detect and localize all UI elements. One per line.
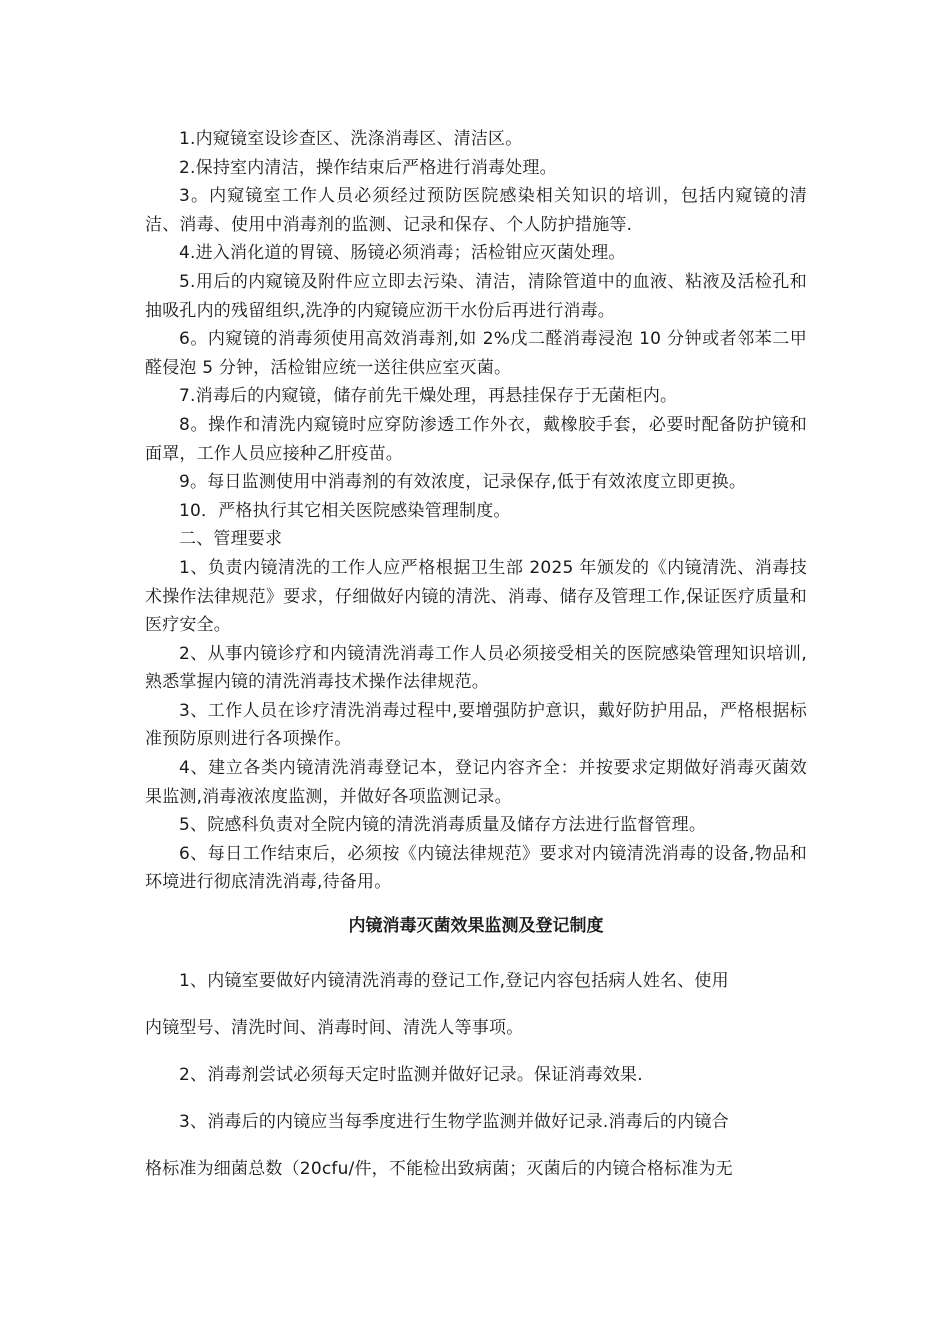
paragraph-line: 2、消毒剂尝试必须每天定时监测并做好记录。保证消毒效果. — [179, 1065, 643, 1085]
paragraph: 6、每日工作结束后，必须按《内镜法律规范》要求对内镜清洗消毒的设备,物品和环境进行彻底清洗消毒,待备用。 — [145, 843, 807, 893]
section-title: 内镜消毒灭菌效果监测及登记制度 — [348, 916, 604, 936]
paragraph: 5.用后的内窥镜及附件应立即去污染、清洁，清除管道中的血液、粘液及活检孔和抽吸孔内的残留组织,洗净的内窥镜应沥干水份后再进行消毒。 — [145, 271, 807, 321]
paragraph: 7.消毒后的内窥镜，储存前先干燥处理，再悬挂保存于无菌柜内。 — [179, 386, 678, 407]
paragraph: 5、院感科负责对全院内镜的清洗消毒质量及储存方法进行监督管理。 — [179, 815, 707, 836]
monitoring-rules-section — [145, 958, 807, 1193]
section-subheading: 二、管理要求 — [179, 529, 283, 550]
disinfection-rules-section — [145, 125, 807, 897]
paragraph: 1.内窥镜室设诊查区、洗涤消毒区、清洁区。 — [179, 129, 523, 149]
paragraph: 3。内窥镜室工作人员必须经过预防医院感染相关知识的培训，包括内窥镜的清洁、消毒、使用中消毒剂的监测、记录和保存、个人防护措施等. — [145, 186, 807, 235]
paragraph: 9。每日监测使用中消毒剂的有效浓度，记录保存,低于有效浓度立即更换。 — [179, 472, 747, 493]
paragraph-line: 3、消毒后的内镜应当每季度进行生物学监测并做好记录.消毒后的内镜合 — [179, 1112, 729, 1132]
paragraph: 10．严格执行其它相关医院感染管理制度。 — [179, 500, 511, 521]
paragraph: 4、建立各类内镜清洗消毒登记本，登记内容齐全：并按要求定期做好消毒灭菌效果监测,消毒液浓度监测，并做好各项监测记录。 — [145, 758, 807, 807]
paragraph: 2.保持室内清洁，操作结束后严格进行消毒处理。 — [179, 157, 557, 178]
paragraph: 8。操作和清洗内窥镜时应穿防渗透工作外衣，戴橡胶手套，必要时配备防护镜和面罩，工作人员应接种乙肝疫苗。 — [145, 414, 807, 464]
paragraph: 3、工作人员在诊疗清洗消毒过程中,要增强防护意识，戴好防护用品，严格根据标准预防原则进行各项操作。 — [145, 700, 807, 750]
paragraph-line: 格标准为细菌总数（20cfu/件，不能检出致病菌；灭菌后的内镜合格标准为无 — [145, 1159, 733, 1179]
paragraph-line: 1、内镜室要做好内镜清洗消毒的登记工作,登记内容包括病人姓名、使用 — [179, 971, 729, 991]
paragraph: 6。内窥镜的消毒须使用高效消毒剂,如 2%戊二醛消毒浸泡 10 分钟或者邻苯二甲醛侵泡 5 分钟，活检钳应统一送往供应室灭菌。 — [145, 329, 807, 378]
paragraph: 2、从事内镜诊疗和内镜清洗消毒工作人员必须接受相关的医院感染管理知识培训,熟悉掌握内镜的清洗消毒技术操作法律规范。 — [145, 643, 807, 693]
paragraph: 1、负责内镜清洗的工作人应严格根据卫生部 2025 年颁发的《内镜清洗、消毒技术操作法律规范》要求，仔细做好内镜的清洗、消毒、储存及管理工作,保证医疗质量和医疗安全。 — [145, 557, 807, 636]
paragraph: 4.进入消化道的胃镜、肠镜必须消毒；活检钳应灭菌处理。 — [179, 243, 626, 264]
paragraph-line: 内镜型号、清洗时间、消毒时间、清洗人等事项。 — [145, 1018, 524, 1038]
